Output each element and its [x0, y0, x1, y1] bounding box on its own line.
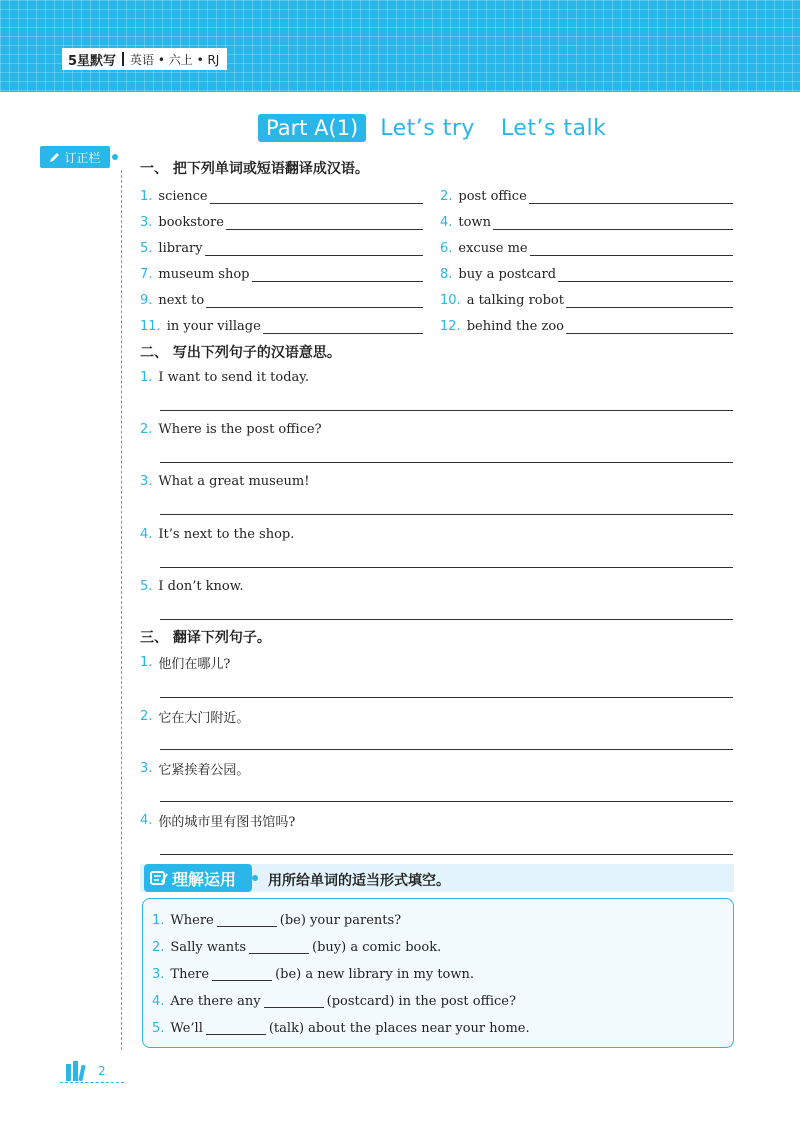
answer-line[interactable] [160, 514, 733, 515]
sentence-item [140, 758, 249, 778]
vocab-word: a talking robot [466, 293, 564, 308]
answer-line[interactable] [160, 567, 733, 568]
answer-line[interactable] [160, 619, 733, 620]
comprehension-instruction: 用所给单词的适当形式填空。 [268, 873, 450, 889]
fill-blank-item [152, 991, 516, 1011]
item-number: 3. [140, 760, 153, 776]
item-number: 2. [152, 939, 165, 955]
answer-line[interactable] [160, 854, 733, 855]
sentence-start: Where [170, 912, 214, 928]
sentence-start: There [170, 966, 210, 982]
item-number: 4. [140, 526, 153, 542]
answer-blank[interactable] [558, 268, 733, 282]
footer-rule [60, 1082, 124, 1083]
vocab-word: in your village [166, 319, 261, 334]
answer-blank[interactable] [205, 242, 423, 256]
sentence-text: What a great museum! [158, 473, 310, 489]
vocab-item [140, 262, 423, 282]
sentence-start: We’ll [170, 1020, 203, 1036]
lesson-talk: Let’s talk [500, 115, 607, 141]
books-icon [64, 1060, 92, 1082]
item-number: 9. [140, 293, 153, 308]
section-2-title: 二、 写出下列句子的汉语意思。 [140, 345, 341, 361]
vocab-item [440, 236, 733, 256]
item-number: 1. [140, 189, 153, 204]
answer-blank[interactable] [529, 190, 733, 204]
comprehension-badge [144, 864, 252, 892]
vocab-item [140, 314, 423, 334]
answer-blank[interactable] [566, 320, 733, 334]
page-number: 2 [98, 1064, 106, 1078]
item-number: 3. [152, 966, 165, 982]
sentence-item [140, 419, 322, 439]
answer-blank[interactable] [210, 190, 423, 204]
item-number: 3. [140, 215, 153, 230]
vocab-word: town [458, 215, 491, 230]
fill-blank-item [152, 910, 401, 930]
item-number: 5. [140, 578, 153, 594]
vocab-item [440, 314, 733, 334]
blank-field[interactable] [212, 967, 272, 981]
item-number: 3. [140, 473, 153, 489]
answer-line[interactable] [160, 801, 733, 802]
sentence-item [140, 652, 230, 672]
sentence-item [140, 524, 294, 544]
answer-line[interactable] [160, 410, 733, 411]
item-number: 4. [152, 993, 165, 1009]
blank-field[interactable] [217, 913, 277, 927]
notepad-icon [150, 870, 168, 886]
sentence-text: 它紧挨着公园。 [158, 762, 250, 778]
lesson-try: Let’s try [380, 115, 475, 141]
item-number: 1. [152, 912, 165, 928]
brand-label: 5星默写 [68, 53, 117, 69]
binding-line [121, 170, 122, 1050]
sentence-end: (postcard) in the post office? [326, 993, 516, 1009]
item-number: 4. [440, 215, 453, 230]
sentence-text: Where is the post office? [158, 421, 322, 437]
sentence-end: (talk) about the places near your home. [268, 1020, 530, 1036]
vocab-word: bookstore [158, 215, 224, 230]
section-3-title: 三、 翻译下列句子。 [140, 630, 271, 646]
vocab-item [440, 184, 733, 204]
fill-blank-item [152, 1018, 530, 1038]
sentence-item [140, 810, 295, 830]
sentence-item [140, 576, 243, 596]
item-number: 4. [140, 812, 153, 828]
item-number: 11. [140, 319, 161, 334]
comprehension-badge-text: 理解运用 [172, 869, 237, 889]
item-number: 5. [152, 1020, 165, 1036]
blank-field[interactable] [249, 940, 309, 954]
sentence-text: 你的城市里有图书馆吗? [158, 814, 296, 830]
item-number: 5. [140, 241, 153, 256]
item-number: 8. [440, 267, 453, 282]
blank-field[interactable] [264, 994, 324, 1008]
sentence-end: (be) a new library in my town. [275, 966, 475, 982]
item-number: 7. [140, 267, 153, 282]
correction-label-text: 订正栏 [64, 150, 101, 165]
vocab-word: next to [158, 293, 205, 308]
vocab-word: science [158, 189, 208, 204]
item-number: 12. [440, 319, 461, 334]
pencil-icon [49, 151, 61, 163]
answer-blank[interactable] [252, 268, 424, 282]
sentence-item [140, 367, 309, 387]
item-number: 1. [140, 654, 153, 670]
sentence-text: 他们在哪儿? [158, 656, 231, 672]
item-number: 6. [440, 241, 453, 256]
blank-field[interactable] [206, 1021, 266, 1035]
answer-blank[interactable] [206, 294, 423, 308]
sentence-start: Sally wants [170, 939, 247, 955]
fill-blank-item [152, 937, 441, 957]
answer-line[interactable] [160, 462, 733, 463]
vocab-word: museum shop [158, 267, 250, 282]
sentence-end: (buy) a comic book. [312, 939, 442, 955]
answer-line[interactable] [160, 749, 733, 750]
vocab-item [140, 288, 423, 308]
sentence-text: 它在大门附近。 [158, 710, 250, 726]
vocab-item [140, 184, 423, 204]
sentence-text: I don’t know. [158, 578, 244, 594]
vocab-word: library [158, 241, 203, 256]
sentence-end: (be) your parents? [279, 912, 402, 928]
vocab-item [140, 236, 423, 256]
answer-blank[interactable] [530, 242, 733, 256]
tag-separator [122, 52, 124, 66]
book-tag [62, 48, 227, 70]
item-number: 1. [140, 369, 153, 385]
item-number: 2. [440, 189, 453, 204]
correction-column-label [40, 146, 110, 168]
margin-dot [112, 154, 118, 160]
subject-label: 英语 • 六上 • RJ [130, 52, 220, 67]
answer-blank[interactable] [226, 216, 423, 230]
section-1-title: 一、 把下列单词或短语翻译成汉语。 [140, 161, 369, 177]
header-band [0, 0, 800, 92]
answer-blank[interactable] [566, 294, 733, 308]
sentence-text: I want to send it today. [158, 369, 310, 385]
vocab-word: post office [458, 189, 527, 204]
answer-line[interactable] [160, 697, 733, 698]
vocab-item [440, 288, 733, 308]
page-title [258, 114, 606, 142]
item-number: 10. [440, 293, 461, 308]
sentence-text: It’s next to the shop. [158, 526, 295, 542]
answer-blank[interactable] [263, 320, 423, 334]
item-number: 2. [140, 708, 153, 724]
vocab-item [140, 210, 423, 230]
vocab-word: behind the zoo [466, 319, 564, 334]
vocab-word: buy a postcard [458, 267, 557, 282]
vocab-item [440, 262, 733, 282]
sentence-start: Are there any [170, 993, 261, 1009]
badge-dot [252, 875, 258, 881]
sentence-item [140, 471, 309, 491]
fill-blank-item [152, 964, 474, 984]
item-number: 2. [140, 421, 153, 437]
sentence-item [140, 706, 249, 726]
vocab-word: excuse me [458, 241, 528, 256]
answer-blank[interactable] [493, 216, 733, 230]
part-label: Part A(1) [258, 114, 366, 142]
vocab-item [440, 210, 733, 230]
